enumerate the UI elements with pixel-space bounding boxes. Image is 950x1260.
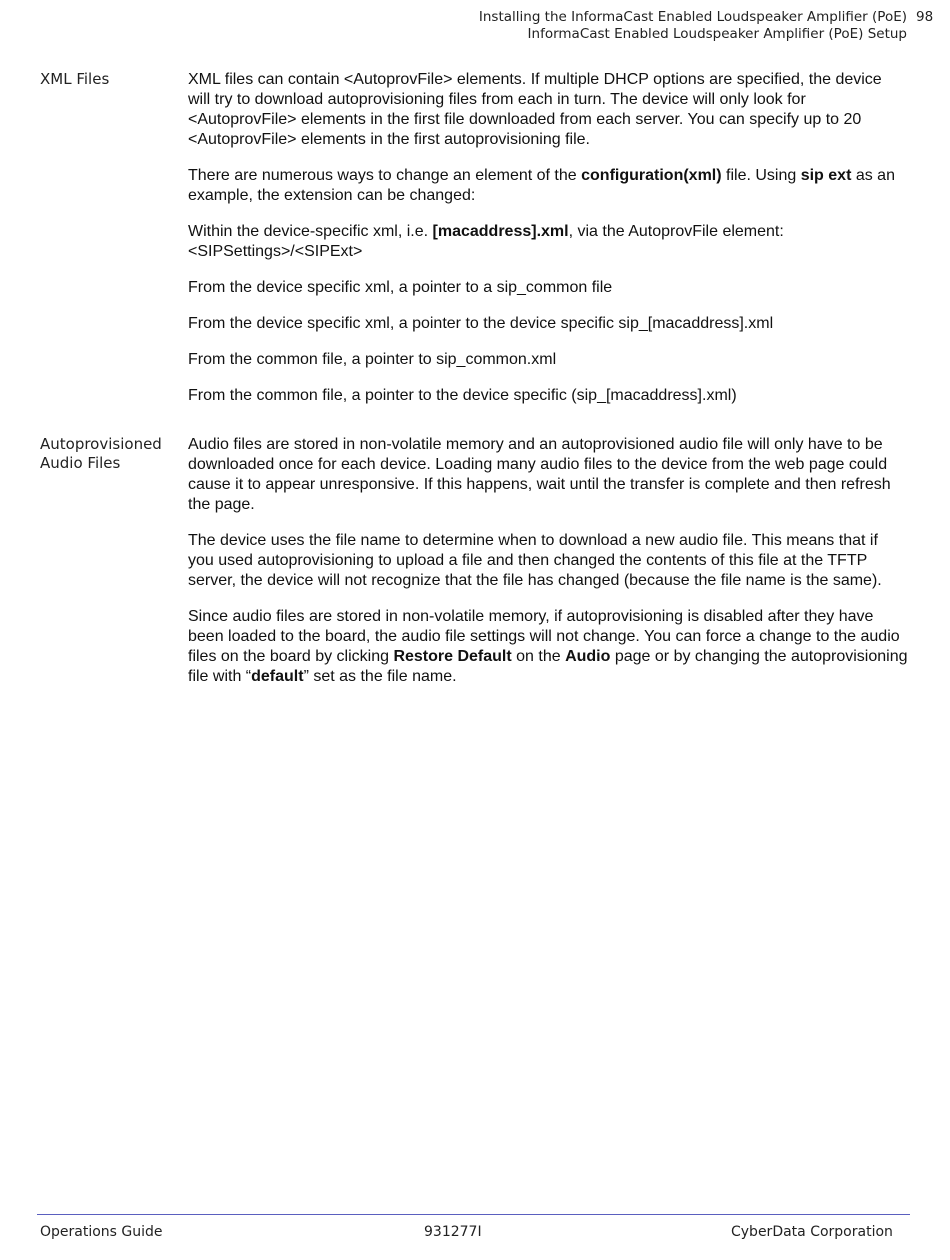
text-run: Within the device-specific xml, i.e. [188,223,433,240]
body-paragraph [188,70,908,150]
text-run: From the device specific xml, a pointer to a sip_common file [188,279,613,296]
text-run: page or by changing the autoprovisioning file with “ [188,648,908,685]
body-paragraph [188,350,908,370]
text-run: on the [511,648,566,665]
bold-term: Audio [565,648,611,665]
bold-term: [macaddress].xml [432,223,569,240]
section-label: Autoprovisioned Audio Files [40,435,162,472]
header-section-title: InformaCast Enabled Loudspeaker Amplifier (PoE) Setup [527,26,907,42]
header-chapter-title: Installing the InformaCast Enabled Loudspeaker Amplifier (PoE) [478,9,907,25]
footer-company-name: CyberData Corporation [731,1224,893,1240]
text-run: The device uses the file name to determine when to download a new audio file. This means that if you used autoprovisioning to upload a file and then changed the contents of this file at the TFTP server, the device will not recognize that the file has changed (because the file name is the same). [188,532,882,589]
text-run: ” set as the file name. [303,668,457,685]
page-number: 98 [916,9,934,25]
body-paragraph [188,386,908,406]
body-paragraph [188,314,908,334]
footer-document-number: 931277I [424,1224,482,1240]
text-run: , via the AutoprovFile element:<SIPSettings>/<SIPExt> [188,223,784,260]
bold-term: Restore Default [393,648,512,665]
text-run: as an example, the extension can be changed: [188,167,895,204]
body-paragraph [188,278,908,298]
body-paragraph [188,222,908,262]
footer-document-title: Operations Guide [40,1224,163,1240]
text-run: From the common file, a pointer to sip_common.xml [188,351,557,368]
bold-term: default [251,668,304,685]
text-run: file. Using [721,167,801,184]
text-run: XML files can contain <AutoprovFile> elements. If multiple DHCP options are specified, the device will try to download autoprovisioning files from each in turn. The device will only look for <AutoprovFile> elements in the first file downloaded from each server. You can specify up to 20 <AutoprovFile> elements in the first autoprovisioning file. [188,71,882,148]
body-paragraph [188,531,908,591]
bold-term: configuration(xml) [581,167,722,184]
body-paragraph [188,435,908,515]
text-run: From the device specific xml, a pointer to the device specific sip_[macaddress].xml [188,315,774,332]
body-paragraph [188,607,908,687]
bold-term: sip ext [800,167,852,184]
section-label: XML Files [40,70,110,88]
text-run: There are numerous ways to change an element of the [188,167,582,184]
section-body [188,70,908,422]
text-run: Since audio files are stored in non-volatile memory, if autoprovisioning is disabled after they have been loaded to the board, the audio file settings will not change. You can force a change to the audio files on the board by clicking [188,608,900,665]
text-run: From the common file, a pointer to the device specific (sip_[macaddress].xml) [188,387,737,404]
page-header [479,9,907,43]
section-body [188,435,908,703]
footer-divider [37,1214,910,1215]
body-paragraph [188,166,908,206]
text-run: Audio files are stored in non-volatile memory and an autoprovisioned audio file will only have to be downloaded once for each device. Loading many audio files to the device from the web page could cause it to appear unresponsive. If this happens, wait until the transfer is complete and then refresh the page. [188,436,891,513]
